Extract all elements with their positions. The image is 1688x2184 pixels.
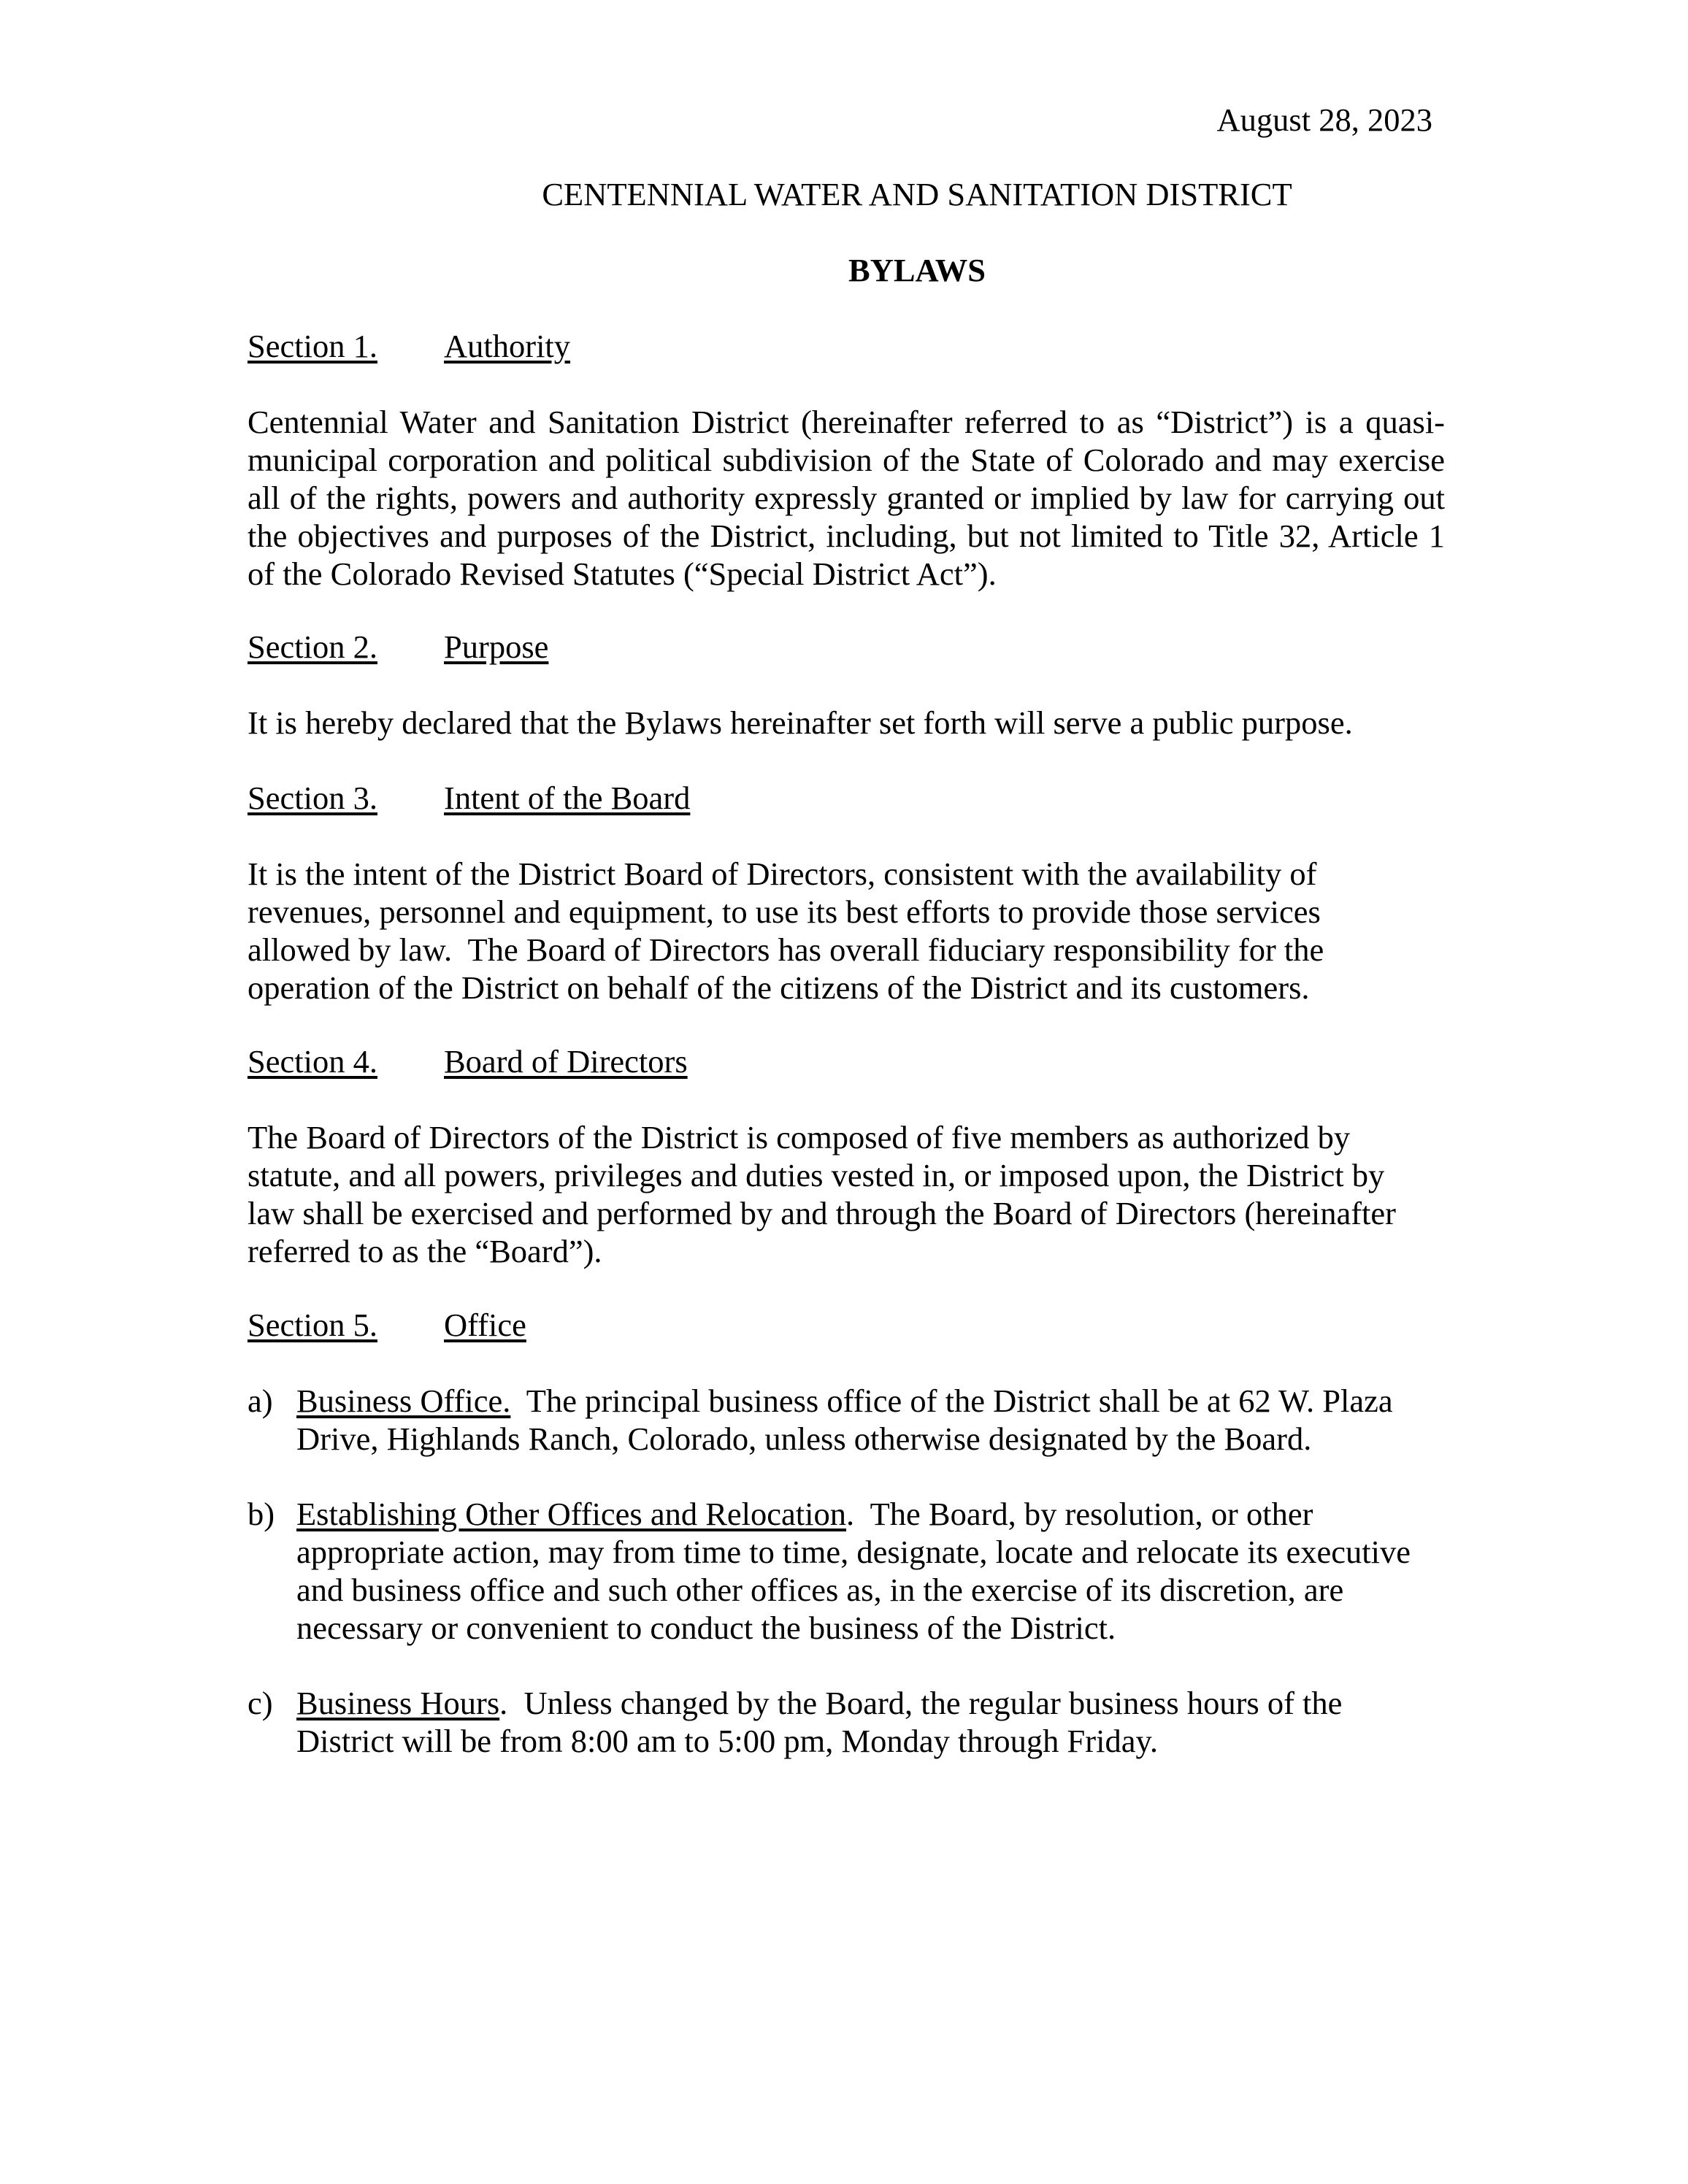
- organization-name: CENTENNIAL WATER AND SANITATION DISTRICT: [542, 176, 1292, 212]
- item-marker: c): [248, 1685, 273, 1721]
- section-title: Authority: [444, 328, 571, 364]
- section-number: Section 2.: [248, 628, 377, 665]
- paragraph-line: all of the rights, powers and authority expressly granted or implied by law for carrying out: [248, 480, 1445, 516]
- section-number: Section 5.: [248, 1307, 377, 1343]
- document-title: BYLAWS: [848, 252, 986, 288]
- item-first-line: [296, 1382, 1445, 1420]
- item-line: necessary or convenient to conduct the business of the District.: [296, 1610, 1116, 1646]
- section-3-paragraph: [248, 855, 1445, 1007]
- section-number: Section 4.: [248, 1043, 377, 1080]
- paragraph-line: The Board of Directors of the District is composed of five members as authorized by: [248, 1119, 1351, 1156]
- item-first-line: [296, 1495, 1445, 1533]
- paragraph-line: revenues, personnel and equipment, to use its best efforts to provide those services: [248, 893, 1321, 930]
- item-heading: Establishing Other Offices and Relocation: [296, 1496, 847, 1532]
- paragraph-line: of the Colorado Revised Statutes (“Special District Act”).: [248, 555, 997, 592]
- item-marker: b): [248, 1496, 275, 1532]
- paragraph-line: the objectives and purposes of the District, including, but not limited to Title 32, Article 1: [248, 518, 1445, 554]
- section-4-paragraph: [248, 1118, 1445, 1270]
- document-date: August 28, 2023: [1216, 101, 1432, 138]
- item-line: District will be from 8:00 am to 5:00 pm, Monday through Friday.: [296, 1723, 1158, 1759]
- section-number: Section 3.: [248, 780, 377, 816]
- section-title: Office: [444, 1307, 526, 1343]
- section-1-paragraph: [248, 403, 1445, 593]
- section-title: Board of Directors: [444, 1043, 688, 1080]
- paragraph-line: operation of the District on behalf of the citizens of the District and its customers.: [248, 969, 1310, 1006]
- item-text: . The Board, by resolution, or other: [846, 1496, 1313, 1532]
- item-heading: Business Hours: [296, 1685, 500, 1721]
- paragraph-line: It is hereby declared that the Bylaws hereinafter set forth will serve a public purpose.: [248, 704, 1353, 741]
- item-line: appropriate action, may from time to time, designate, locate and relocate its executive: [296, 1534, 1411, 1570]
- item-line: Drive, Highlands Ranch, Colorado, unless otherwise designated by the Board.: [296, 1420, 1312, 1457]
- paragraph-line: law shall be exercised and performed by and through the Board of Directors (hereinafter: [248, 1195, 1396, 1231]
- item-marker: a): [248, 1383, 273, 1419]
- paragraph-line: referred to as the “Board”).: [248, 1233, 602, 1269]
- item-first-line: [296, 1684, 1445, 1722]
- section-2-paragraph: [248, 704, 1445, 742]
- paragraph-line: Centennial Water and Sanitation District (hereinafter referred to as “District”) is a quasi-: [248, 404, 1445, 440]
- paragraph-line: statute, and all powers, privileges and duties vested in, or imposed upon, the District by: [248, 1157, 1385, 1193]
- item-body: [296, 1684, 1445, 1760]
- item-body: [296, 1495, 1445, 1647]
- section-title: Intent of the Board: [444, 780, 691, 816]
- paragraph-line: municipal corporation and political subdivision of the State of Colorado and may exercise: [248, 442, 1445, 478]
- item-text: The principal business office of the District shall be at 62 W. Plaza: [510, 1383, 1393, 1419]
- paragraph-line: allowed by law. The Board of Directors has overall fiduciary responsibility for the: [248, 931, 1324, 968]
- section-number: Section 1.: [248, 328, 377, 364]
- item-text: . Unless changed by the Board, the regular business hours of the: [499, 1685, 1343, 1721]
- item-body: [296, 1382, 1445, 1458]
- item-line: and business office and such other offices as, in the exercise of its discretion, are: [296, 1572, 1344, 1608]
- section-title: Purpose: [444, 628, 549, 665]
- paragraph-line: It is the intent of the District Board of Directors, consistent with the availability of: [248, 855, 1317, 892]
- item-heading: Business Office.: [296, 1383, 511, 1419]
